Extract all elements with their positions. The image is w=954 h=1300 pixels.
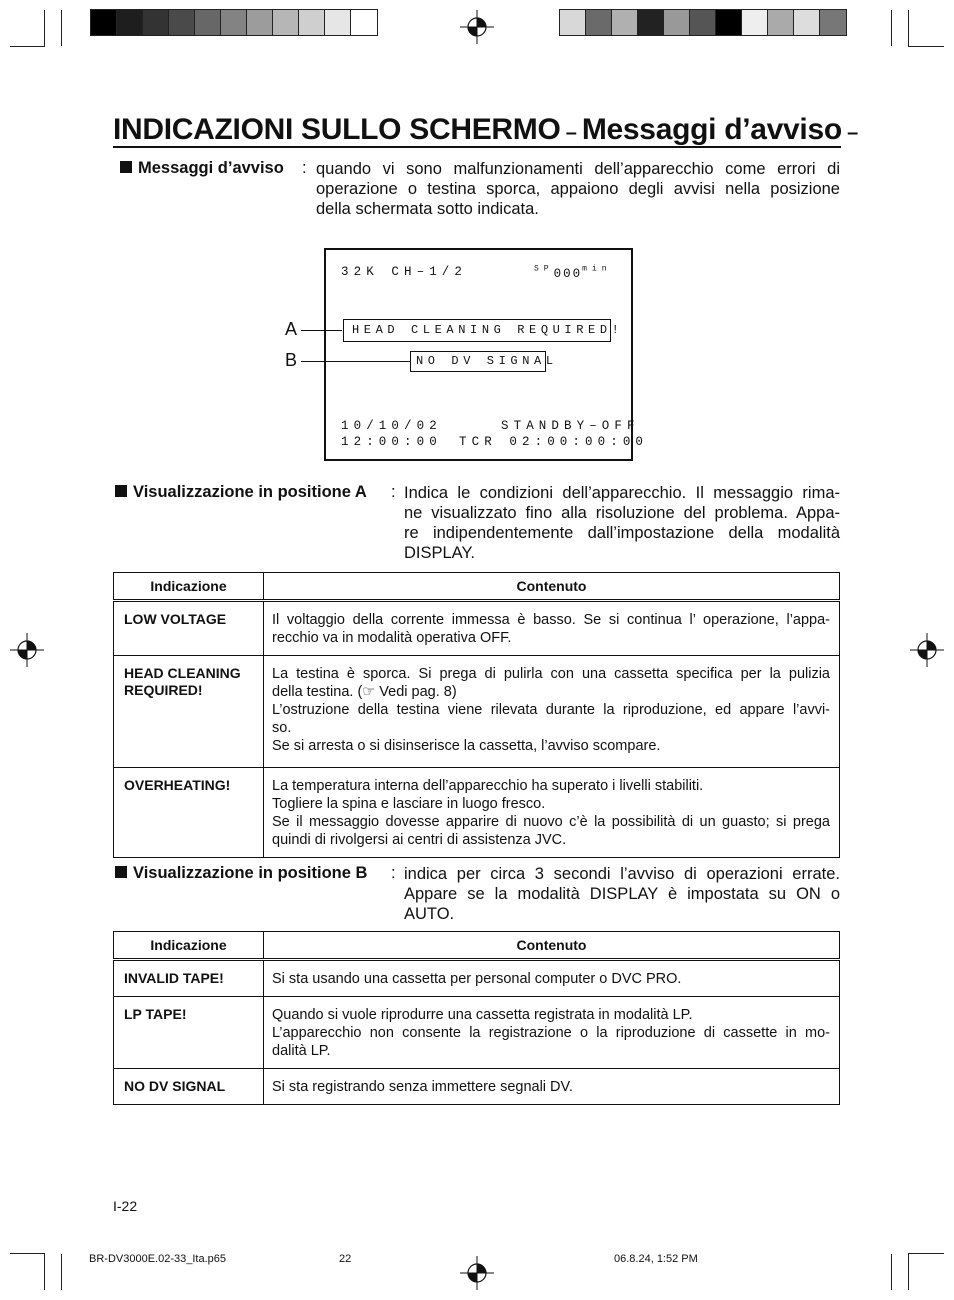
intro-label-text: Messaggi d’avviso [138, 159, 284, 177]
row-key [114, 997, 264, 1069]
screen-diagram [324, 248, 649, 461]
message-a-box [343, 319, 624, 342]
page-number: I-22 [113, 1198, 138, 1214]
row-value-line: Si sta usando una cassetta per personal computer o DVC PRO. [272, 971, 682, 987]
table-header-row [114, 932, 840, 960]
section-b-colon: : [391, 864, 396, 882]
row-key-line: OVERHEATING! [124, 777, 231, 793]
row-key [114, 656, 264, 768]
row-value-line: recchio va in modalità operativa OFF. [272, 630, 512, 646]
row-key-line: HEAD CLEANING [124, 665, 241, 681]
row-value [264, 960, 840, 997]
message-b-text: NO DV SIGNAL [416, 354, 558, 368]
row-key-line: NO DV SIGNAL [124, 1078, 226, 1094]
table-row [114, 960, 840, 997]
table-header-row [114, 573, 840, 601]
section-a-line: ne visualizzato fino alla risoluzione del problema. Appa- [404, 504, 840, 522]
intro-label [120, 159, 284, 178]
registration-mark-icon [460, 1256, 494, 1290]
section-a-line: DISPLAY. [404, 544, 475, 562]
message-a-text: HEAD CLEANING REQUIRED! [352, 323, 624, 337]
table-position-b [113, 931, 840, 1105]
row-key [114, 960, 264, 997]
registration-mark-icon [910, 633, 944, 667]
column-header-indicazione: Indicazione [114, 932, 264, 960]
section-b-line: indica per circa 3 secondi l’avviso di operazioni errate. [404, 865, 840, 883]
square-bullet-icon [115, 866, 127, 878]
row-value-line: Se il messaggio dovesse apparire di nuovo c’è la possibilità di un guasto; si prega [272, 814, 830, 830]
square-bullet-icon [115, 485, 127, 497]
table-row [114, 601, 840, 656]
title-dash-end: – [841, 122, 858, 144]
footer-file: BR-DV3000E.02-33_Ita.p65 [89, 1253, 226, 1265]
screen-counter-value: 000 [553, 267, 583, 281]
section-a-label-text: Visualizzazione in positione A [133, 483, 367, 501]
screen-top-left: 32K CH–1/2 [341, 265, 468, 279]
row-value-line: della testina. (☞ Vedi pag. 8) [272, 684, 457, 700]
section-a-line: re indipendentemente dall’impostazione della modalità [404, 524, 840, 542]
table-row [114, 656, 840, 768]
intro-line: operazione o testina sporca, appaiono degli avvisi nella posizione [316, 180, 840, 198]
screen-sp: SP [534, 264, 554, 274]
row-value [264, 1069, 840, 1105]
registration-mark-icon [10, 633, 44, 667]
row-value [264, 656, 840, 768]
table-row [114, 768, 840, 858]
screen-standby: STANDBY–OFF [501, 419, 640, 433]
callout-a-line [301, 330, 342, 331]
section-a-label [115, 483, 367, 502]
row-value-line: Se si arresta o si disinserisce la cassetta, l’avviso scompare. [272, 738, 661, 754]
section-b-label [115, 864, 367, 883]
row-value [264, 768, 840, 858]
screen-counter [534, 264, 612, 282]
callout-a: A [285, 319, 298, 339]
row-value-line: dalità LP. [272, 1043, 331, 1059]
footer-page: 22 [339, 1253, 352, 1265]
row-key-line: LP TAPE! [124, 1006, 187, 1022]
square-bullet-icon [120, 161, 132, 173]
row-key [114, 601, 264, 656]
screen-time: 12:00:00 [341, 435, 442, 449]
row-key [114, 768, 264, 858]
row-value [264, 601, 840, 656]
intro-line: quando vi sono malfunzionamenti dell’apparecchio come errori di [316, 160, 840, 178]
color-bar-right [559, 9, 847, 36]
title-dash: – [560, 122, 582, 144]
section-b-line: Appare se la modalità DISPLAY è impostata su ON o [404, 885, 840, 903]
screen-min: min [582, 264, 612, 274]
row-value-line: Il voltaggio della corrente immessa è basso. Se si continua l’ operazione, l’appa- [272, 612, 830, 628]
title-main: INDICAZIONI SULLO SCHERMO [113, 113, 561, 146]
footer-date: 06.8.24, 1:52 PM [614, 1253, 698, 1265]
row-key-line: INVALID TAPE! [124, 970, 224, 986]
color-bar-left [90, 9, 378, 36]
table-row [114, 1069, 840, 1105]
row-value-line: Si sta registrando senza immettere segnali DV. [272, 1079, 573, 1095]
row-value-line: Quando si vuole riprodurre una cassetta registrata in modalità LP. [272, 1007, 693, 1023]
intro-colon: : [302, 159, 307, 177]
message-b-box [410, 351, 558, 372]
title-divider [113, 146, 841, 148]
intro-text [316, 159, 840, 219]
table-row [114, 997, 840, 1069]
row-value-line: quindi di rivolgersi ai centri di assistenza JVC. [272, 832, 567, 848]
row-value-line: L’ostruzione della testina viene rilevata durante la riproduzione, ed appare l’avvi- [272, 702, 830, 718]
screen-tcr: TCR 02:00:00:00 [459, 435, 649, 449]
column-header-contenuto: Contenuto [264, 573, 840, 601]
section-b-label-text: Visualizzazione in positione B [133, 864, 368, 882]
section-b-text [404, 864, 840, 924]
row-key-line: LOW VOLTAGE [124, 611, 227, 627]
row-value-line: Togliere la spina e lasciare in luogo fresco. [272, 796, 546, 812]
title-sub: Messaggi d’avviso [581, 113, 842, 146]
section-a-text [404, 483, 840, 563]
row-value [264, 997, 840, 1069]
row-key-line: REQUIRED! [124, 682, 203, 698]
section-b-line: AUTO. [404, 905, 455, 923]
intro-line: della schermata sotto indicata. [316, 200, 539, 218]
row-key [114, 1069, 264, 1105]
row-value-line: L’apparecchio non consente la registrazione o la riproduzione di cassette in mo- [272, 1025, 830, 1041]
registration-mark-icon [460, 10, 494, 44]
table-position-a [113, 572, 840, 858]
row-value-line: so. [272, 720, 292, 736]
column-header-indicazione: Indicazione [114, 573, 264, 601]
row-value-line: La testina è sporca. Si prega di pulirla con una cassetta specifica per la pulizia [272, 666, 830, 682]
section-a-line: Indica le condizioni dell’apparecchio. Il messaggio rima- [404, 484, 840, 502]
callout-b: B [285, 350, 298, 370]
screen-date: 10/10/02 [341, 419, 442, 433]
row-value-line: La temperatura interna dell’apparecchio ha superato i livelli stabiliti. [272, 778, 704, 794]
callout-b-line [301, 361, 410, 362]
column-header-contenuto: Contenuto [264, 932, 840, 960]
section-a-colon: : [391, 483, 396, 501]
